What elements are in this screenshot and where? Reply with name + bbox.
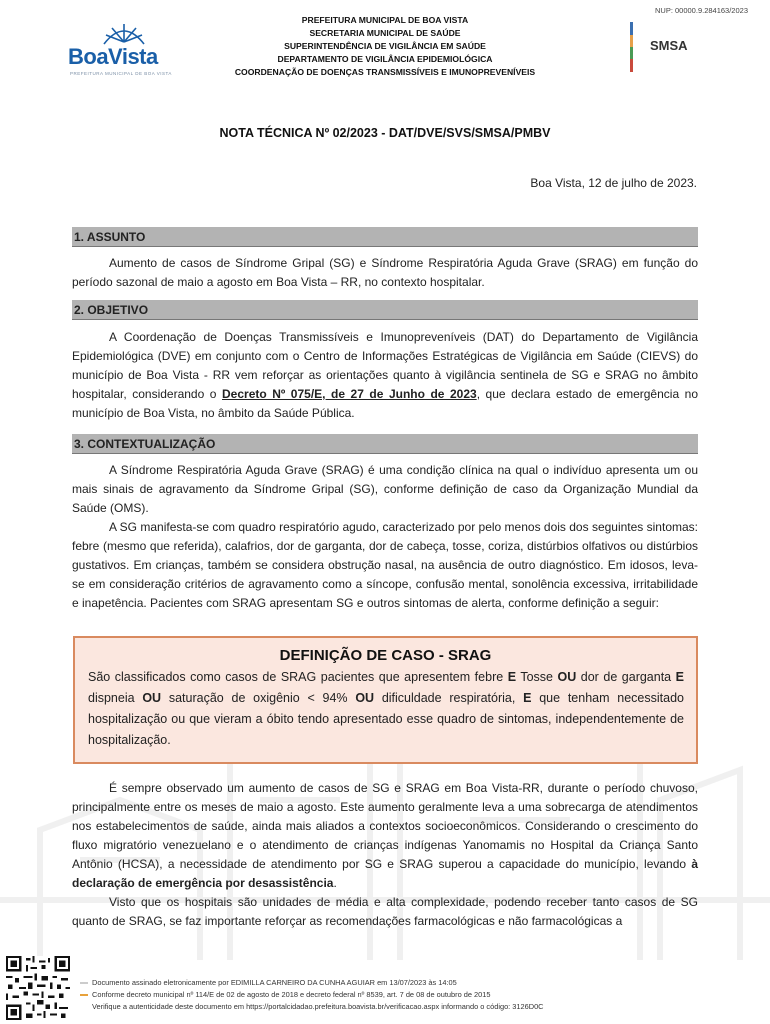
definition-title: DEFINIÇÃO DE CASO - SRAG	[279, 647, 492, 664]
document-date: Boa Vista, 12 de julho de 2023.	[530, 176, 697, 190]
header-line: SECRETARIA MUNICIPAL DE SAÚDE	[309, 28, 461, 38]
context-paragraph-1: A Síndrome Respiratória Aguda Grave (SRAG) é uma condição clínica na qual o indivíduo apresenta um ou mais sinais de agravamento da Síndrome Gripal (SG), conforme definição de caso da Organização Mundial da Saúde (OMS).	[72, 463, 698, 515]
smsa-label: SMSA	[650, 38, 688, 53]
definition-fragment: que tenham necessitado hospitalização ou que vieram a óbito tendo apresentado esse quadro de sintomas, independentemente de hospitalização.	[88, 691, 684, 747]
footer-mark	[80, 994, 88, 996]
decree-reference: Decreto Nº 075/E, de 27 de Junho de 2023	[222, 387, 477, 401]
smsa-color-bar	[630, 22, 633, 72]
logo-text: BoaVista	[68, 44, 158, 69]
verification-line[interactable]: Verifique a autenticidade deste documento em https://portalcidadao.prefeitura.boavista.br/verificacao.aspx informando o código: 3126D0C	[92, 1002, 544, 1011]
header-line: DEPARTAMENTO DE VIGILÂNCIA EPIDEMIOLÓGICA	[277, 54, 493, 64]
section-heading-assunto: 1. ASSUNTO	[72, 227, 698, 247]
logo-subtitle: PREFEITURA MUNICIPAL DE BOA VISTA	[70, 71, 172, 76]
definition-fragment: São classificados como casos de SRAG pacientes que apresentem febre	[88, 670, 508, 684]
nup-number: NUP: 00000.9.284163/2023	[655, 6, 748, 15]
definition-connector: E	[523, 691, 532, 705]
footer-row	[80, 977, 544, 989]
header-line: SUPERINTENDÊNCIA DE VIGILÂNCIA EM SAÚDE	[284, 41, 486, 51]
institution-header	[200, 14, 570, 79]
contextualizacao-continuation	[72, 779, 698, 931]
objetivo-paragraph	[72, 328, 698, 423]
definition-fragment: dispneia	[88, 691, 143, 705]
header-line: PREFEITURA MUNICIPAL DE BOA VISTA	[301, 15, 469, 25]
context-paragraph-4: Visto que os hospitais são unidades de média e alta complexidade, podendo receber tanto casos de SG quanto de SRAG, se faz importante reforçar as recomendações farmacológicas e não farmacológicas a	[72, 895, 698, 928]
objetivo-text-start: A Coordenação de Doenças Transmissíveis e Imunopreveníveis (DAT) do Departamento de Vigilância Epidemiológica (DVE) em conjunto com o Centro de Informações Estratégicas de Vigilância em Saúde (CIEVS) do município de Boa Vista - RR vem reforçar as orientações quanto à vigilância sentinela de SG e SRAG no âmbito hospitalar, considerando o	[72, 330, 698, 401]
definition-fragment: dificuldade respiratória,	[374, 691, 524, 705]
definition-fragment: dor de garganta	[576, 670, 676, 684]
definition-connector: OU	[557, 670, 577, 684]
definition-connector: E	[507, 670, 517, 684]
section-heading-objetivo: 2. OBJETIVO	[72, 300, 698, 320]
document-title: NOTA TÉCNICA Nº 02/2023 - DAT/DVE/SVS/SMSA/PMBV	[219, 126, 551, 140]
verification-qr-code[interactable]	[6, 956, 70, 1020]
assunto-text	[72, 254, 698, 292]
section-heading-contextualizacao: 3. CONTEXTUALIZAÇÃO	[72, 434, 698, 454]
header-line: COORDENAÇÃO DE DOENÇAS TRANSMISSÍVEIS E IMUNOPREVENÍVEIS	[234, 67, 536, 77]
footer-row	[80, 989, 544, 1001]
decree-line: Conforme decreto municipal nº 114/E de 02 de agosto de 2018 e decreto federal nº 8539, art. 7 de 08 de outubro de 2015	[92, 990, 491, 999]
signature-footer	[80, 977, 544, 1013]
footer-mark	[80, 982, 88, 984]
context-p3-text: É sempre observado um aumento de casos de SG e SRAG em Boa Vista-RR, durante o período chuvoso, principalmente entre os meses de maio a agosto. Este aumento geralmente leva a uma sobrecarga de atendimentos nos estabelecimentos de saúde, ainda mais aliados a contextos socioeconômicos. Considerando o crescimento do fluxo migratório venezuelano e o atendimento de crianças indígenas Yanomamis no Hospital da Criança Santo Antônio (HCSA), a necessidade de atendimento por SG e SRAG superou a capacidade do município, levando	[72, 781, 698, 871]
definition-connector: OU	[142, 691, 162, 705]
contextualizacao-text	[72, 461, 698, 613]
objetivo-text	[72, 328, 698, 423]
assunto-paragraph: Aumento de casos de Síndrome Gripal (SG) e Síndrome Respiratória Aguda Grave (SRAG) em função do período sazonal de maio a agosto em Boa Vista – RR, no contexto hospitalar.	[72, 256, 698, 289]
definition-fragment: Tosse	[516, 670, 558, 684]
definition-connector: OU	[355, 691, 375, 705]
definition-fragment: saturação de oxigênio < 94%	[161, 691, 356, 705]
srag-definition-box	[73, 636, 698, 764]
context-paragraph-2: A SG manifesta-se com quadro respiratório agudo, caracterizado por pelo menos dois dos seguintes sintomas: febre (mesmo que referida), calafrios, dor de garganta, dor de cabeça, tosse, coriza, distúrbios olfativos ou distúrbios gustativos. Em crianças, também se considera obstrução nasal, na ausência de outro diagnóstico. Em idosos, leva-se em consideração critérios de agravamento como a síncope, confusão mental, sonolência excessiva, irritabilidade e inapetência. Pacientes com SRAG apresentam SG e outros sintomas de alerta, conforme definição a seguir:	[72, 520, 698, 610]
footer-row	[80, 1001, 544, 1013]
signature-line: Documento assinado eletronicamente por EDIMILLA CARNEIRO DA CUNHA AGUIAR em 13/07/2023 às 14:05	[92, 978, 457, 987]
definition-text	[88, 667, 684, 751]
context-paragraph-3	[72, 779, 698, 893]
emergency-declaration: à declaração de emergência por desassistência	[72, 857, 698, 890]
objetivo-text-end: , que declara estado de emergência no município de Boa Vista, no âmbito da Saúde Pública.	[72, 387, 698, 420]
context-p3-end: .	[333, 876, 337, 890]
definition-connector: E	[675, 670, 684, 684]
